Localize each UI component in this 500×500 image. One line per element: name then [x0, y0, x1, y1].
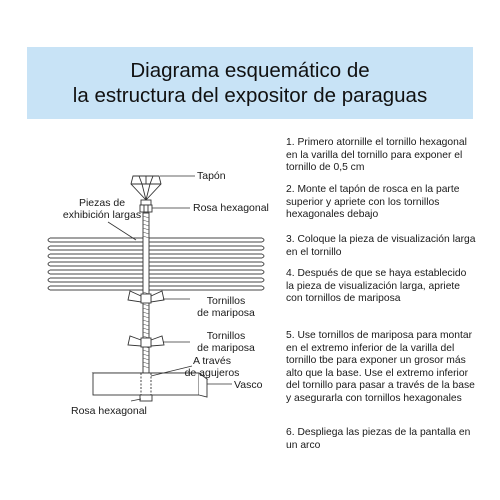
- lower-wing-nut: [128, 336, 164, 347]
- bottom-hex-nut: [140, 395, 152, 401]
- label-tornillos-1-line-2: de mariposa: [197, 307, 255, 319]
- step-3: 3. Coloque la pieza de visualización larga en el tornillo: [286, 234, 476, 258]
- label-a-traves-line-1: A través: [193, 355, 231, 367]
- label-tornillos-mariposa-2: [189, 330, 263, 354]
- title-line-1: Diagrama esquemático de: [130, 59, 370, 82]
- step-4: 4. Después de que se haya establecido la pieza de visualización larga, apriete con tornillos de mariposa: [286, 268, 467, 305]
- label-tapon: Tapón: [197, 170, 226, 182]
- label-rosa-hexagonal-bottom: Rosa hexagonal: [71, 405, 147, 417]
- label-a-traves-agujeros: [180, 355, 244, 379]
- label-piezas-line-1: Piezas de: [78, 197, 126, 209]
- long-display-pieces: [50, 238, 262, 290]
- label-tornillos-1-line-1: Tornillos: [206, 295, 246, 307]
- title-line-2: la estructura del expositor de paraguas: [72, 84, 428, 107]
- label-vasco: Vasco: [234, 379, 263, 391]
- label-a-traves-line-2: de agujeros: [184, 367, 240, 379]
- label-tornillos-2-line-1: Tornillos: [206, 330, 246, 342]
- label-rosa-hexagonal-top: Rosa hexagonal: [193, 202, 269, 214]
- step-1: 1. Primero atornille el tornillo hexagonal en la varilla del tornillo para exponer el tornillo de 0,5 cm: [286, 137, 467, 174]
- step-6: 6. Despliega las piezas de la pantalla en un arco: [286, 427, 471, 451]
- label-piezas-exhibicion: [57, 197, 147, 221]
- step-2: 2. Monte el tapón de rosca en la parte superior y apriete con los tornillos hexagonales debajo: [286, 184, 460, 221]
- label-tornillos-2-line-2: de mariposa: [197, 342, 255, 354]
- step-5: 5. Use tornillos de mariposa para montar en el extremo inferior de la varilla del tornillo tbe para exponer un grosor más alto que la base. Use el extremo inferior del tornillo para pasar a través de la base y asegurarla con tornillos hexagonales: [286, 330, 475, 404]
- label-piezas-line-2: exhibición largas: [62, 209, 142, 221]
- label-tornillos-mariposa-1: [189, 295, 263, 319]
